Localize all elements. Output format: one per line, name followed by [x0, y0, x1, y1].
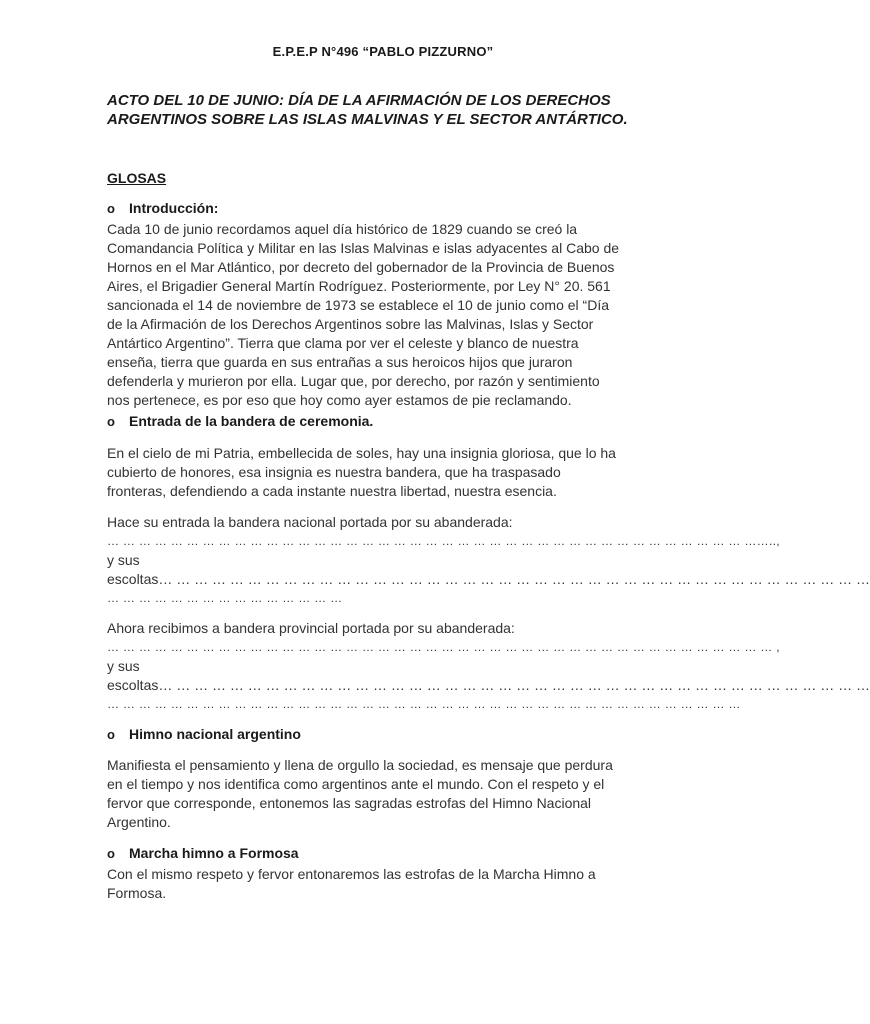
paragraph-line: Antártico Argentino”. Tierra que clama por ver el celeste y blanco de nuestra — [107, 335, 579, 351]
glosas-heading: GLOSAS — [107, 170, 167, 186]
bullet-icon: o — [107, 846, 115, 861]
marcha-paragraph — [107, 865, 667, 903]
fill-in-blank-escoltas: escoltas… … … … … … … … … … … … … … … … … … … … … … … … … … … … … … … … … … … … … … … … — [107, 571, 870, 587]
paragraph-line: Hornos en el Mar Atlántico, por decreto del gobernador de la Provincia de Buenos — [107, 259, 615, 275]
fill-in-blank-abanderada: … … … … … … … … … … … … … … … … … … … … … … … … … … … … … … … … … … … … … … … … … … , — [107, 640, 780, 654]
section-heading-label: Marcha himno a Formosa — [129, 845, 299, 861]
paragraph-line: nos pertenece, es por eso que hoy como ayer estamos de pie reclamando. — [107, 392, 572, 408]
paragraph-line: en el tiempo y nos identifica como argentinos ante el mundo. Con el respeto y el — [107, 776, 605, 792]
title-line: ACTO DEL 10 DE JUNIO: DÍA DE LA AFIRMACIÓN DE LOS DERECHOS — [107, 92, 611, 109]
fill-in-blank-continuation: … … … … … … … … … … … … … … … — [107, 591, 343, 605]
section-heading-bandera — [107, 413, 373, 429]
paragraph-line: enseña, tierra que guarda en sus entrañas a sus heroicos hijos que juraron — [107, 354, 573, 370]
bandera-nacional-block — [107, 513, 870, 608]
document-title — [107, 91, 659, 129]
paragraph-line: sancionada el 14 de noviembre de 1973 se establece el 10 de junio como el “Día — [107, 297, 609, 313]
section-heading-marcha — [107, 845, 299, 861]
title-line: ARGENTINOS SOBRE LAS ISLAS MALVINAS Y EL SECTOR ANTÁRTICO. — [107, 111, 628, 128]
bullet-icon: o — [107, 201, 115, 216]
paragraph-line: Formosa. — [107, 885, 167, 901]
paragraph-line: Argentino. — [107, 814, 171, 830]
paragraph-line: Hace su entrada la bandera nacional portada por su abanderada: — [107, 514, 513, 530]
paragraph-line: Cada 10 de junio recordamos aquel día histórico de 1829 cuando se creó la — [107, 221, 578, 237]
paragraph-line: En el cielo de mi Patria, embellecida de soles, hay una insignia gloriosa, que lo ha — [107, 445, 616, 461]
section-heading-introduccion — [107, 200, 218, 216]
paragraph-line: Con el mismo respeto y fervor entonaremos las estrofas de la Marcha Himno a — [107, 866, 596, 882]
paragraph-line: Aires, el Brigadier General Martín Rodríguez. Posteriormente, por Ley N° 20. 561 — [107, 278, 611, 294]
fill-in-blank-abanderada: … … … … … … … … … … … … … … … … … … … … … … … … … … … … … … … … … … … … … … … … …….., — [107, 534, 780, 548]
bullet-icon: o — [107, 727, 115, 742]
fill-in-blank-continuation: … … … … … … … … … … … … … … … … … … … … … … … … … … … … … … … … … … … … … … … … — [107, 697, 741, 711]
section-heading-label: Himno nacional argentino — [129, 726, 301, 742]
paragraph-line: fronteras, defendiendo a cada instante nuestra libertad, nuestra esencia. — [107, 483, 557, 499]
paragraph-line: Comandancia Política y Militar en las Islas Malvinas e islas adyacentes al Cabo de — [107, 240, 620, 256]
section-heading-label: Entrada de la bandera de ceremonia. — [129, 413, 374, 429]
paragraph-line: de la Afirmación de los Derechos Argentinos sobre las Malvinas, Islas y Sector — [107, 316, 594, 332]
himno-paragraph — [107, 756, 667, 832]
section-heading-himno — [107, 726, 301, 742]
fill-in-blank-escoltas: escoltas… … … … … … … … … … … … … … … … … … … … … … … … … … … … … … … … … … … … … … … … — [107, 677, 870, 693]
paragraph-line: Ahora recibimos a bandera provincial portada por su abanderada: — [107, 620, 515, 636]
section-heading-label: Introducción: — [129, 200, 219, 216]
bullet-icon: o — [107, 414, 115, 429]
paragraph-line: Manifiesta el pensamiento y llena de orgullo la sociedad, es mensaje que perdura — [107, 757, 613, 773]
bandera-provincial-block — [107, 619, 870, 714]
bandera-paragraph — [107, 444, 667, 501]
paragraph-line: cubierto de honores, esa insignia es nuestra bandera, que ha traspasado — [107, 464, 561, 480]
paragraph-line: defenderla y murieron por ella. Lugar que, por derecho, por razón y sentimiento — [107, 373, 600, 389]
paragraph-line: y sus — [107, 658, 140, 674]
school-name: E.P.E.P N°496 “PABLO PIZZURNO” — [272, 44, 494, 59]
intro-paragraph — [107, 220, 667, 410]
paragraph-line: y sus — [107, 552, 140, 568]
paragraph-line: fervor que corresponde, entonemos las sagradas estrofas del Himno Nacional — [107, 795, 592, 811]
